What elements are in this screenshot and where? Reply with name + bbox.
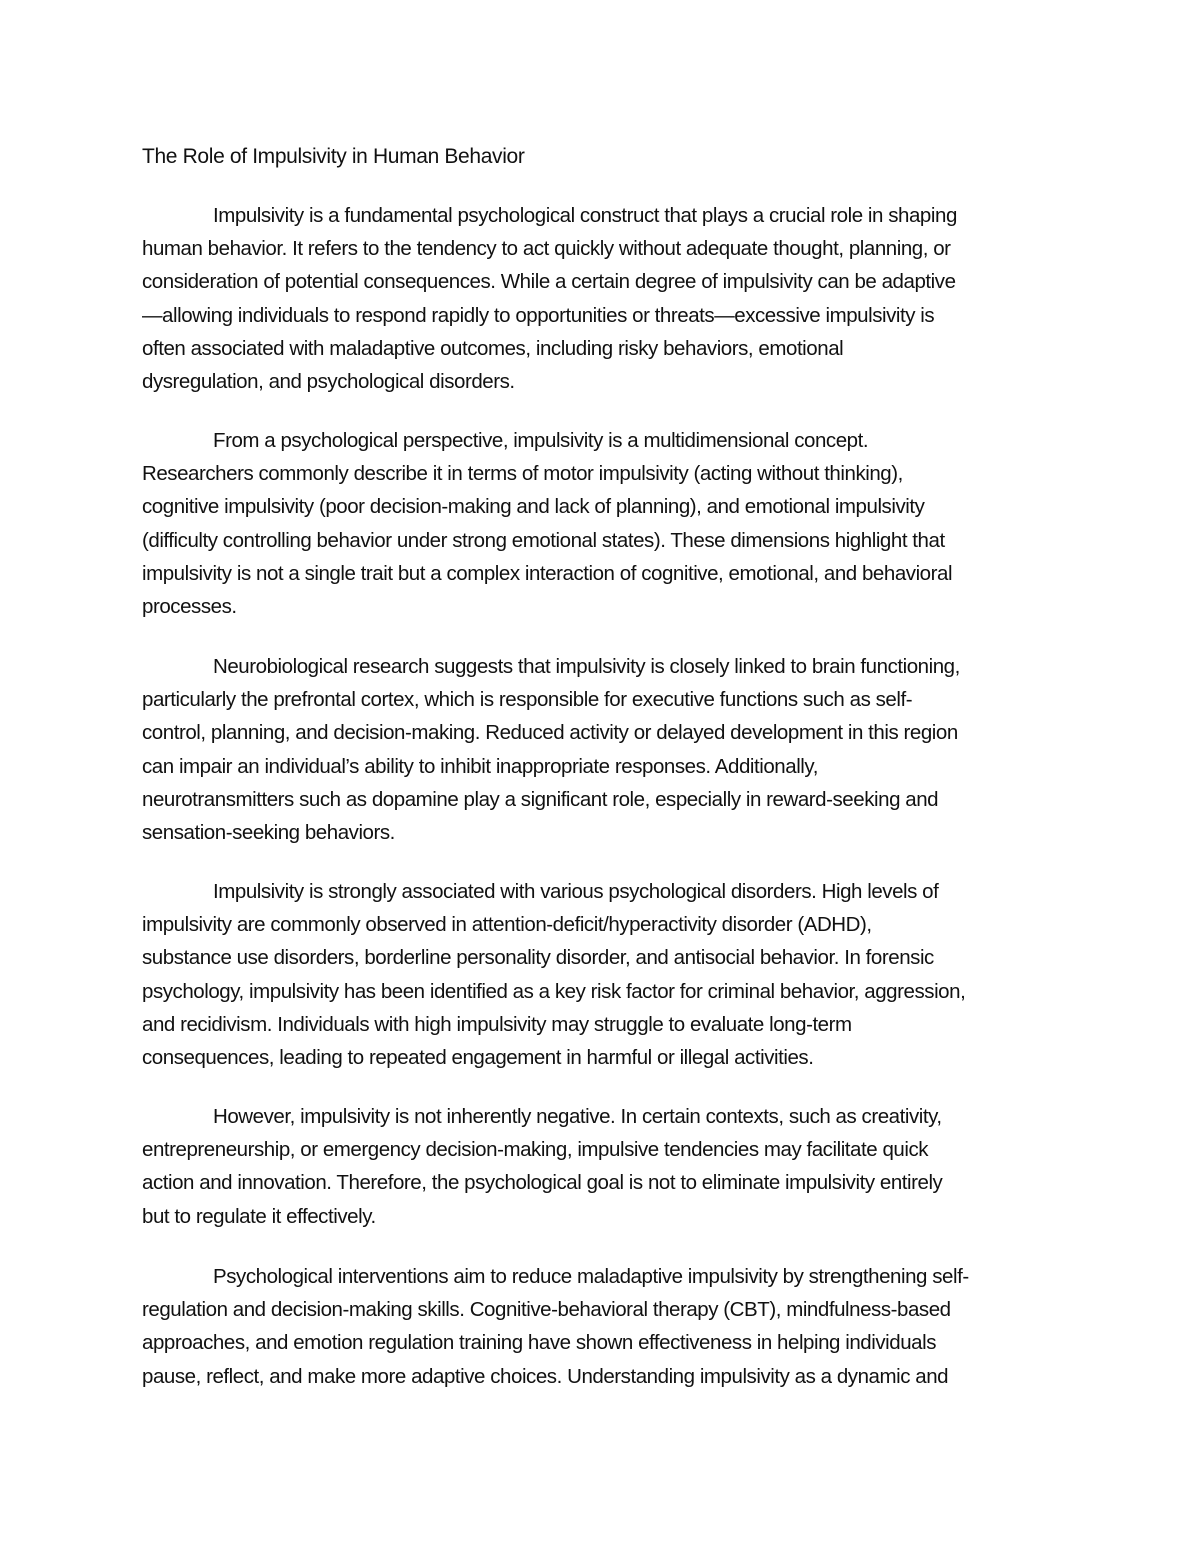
paragraph-line: Impulsivity is a fundamental psychological construct that plays a crucial role in shaping (213, 204, 957, 227)
paragraph-line: psychology, impulsivity has been identified as a key risk factor for criminal behavior, aggression, (142, 979, 966, 1003)
paragraph-line: can impair an individual’s ability to inhibit inappropriate responses. Additionally, (142, 754, 818, 778)
paragraph-line: and recidivism. Individuals with high impulsivity may struggle to evaluate long-term (142, 1012, 852, 1036)
paragraph-line: —allowing individuals to respond rapidly to opportunities or threats—excessive impulsivity is (142, 303, 935, 327)
paragraph-6 (142, 1260, 1058, 1393)
paragraph-5 (142, 1100, 1058, 1233)
paragraph-line: From a psychological perspective, impulsivity is a multidimensional concept. (213, 429, 869, 452)
paragraph-line: control, planning, and decision-making. Reduced activity or delayed development in this region (142, 721, 958, 745)
paragraph-line: dysregulation, and psychological disorders. (142, 369, 515, 393)
paragraph-line: However, impulsivity is not inherently negative. In certain contexts, such as creativity, (213, 1105, 942, 1128)
paragraph-line: Impulsivity is strongly associated with various psychological disorders. High levels of (213, 880, 939, 903)
paragraph-line: sensation-seeking behaviors. (142, 820, 395, 844)
paragraph-line: action and innovation. Therefore, the psychological goal is not to eliminate impulsivity entirely (142, 1171, 943, 1195)
paragraph-line: Neurobiological research suggests that impulsivity is closely linked to brain functioning, (213, 655, 960, 678)
paragraph-line: Psychological interventions aim to reduce maladaptive impulsivity by strengthening self- (213, 1265, 969, 1288)
paragraph-3 (142, 650, 1058, 849)
paragraph-line: but to regulate it effectively. (142, 1204, 376, 1228)
paragraph-line: pause, reflect, and make more adaptive choices. Understanding impulsivity as a dynamic and (142, 1364, 949, 1388)
paragraph-2 (142, 424, 1058, 623)
paragraph-line: approaches, and emotion regulation training have shown effectiveness in helping individuals (142, 1331, 937, 1355)
paragraph-line: impulsivity is not a single trait but a complex interaction of cognitive, emotional, and behavioral (142, 561, 953, 585)
paragraph-line: particularly the prefrontal cortex, which is responsible for executive functions such as self- (142, 688, 913, 712)
paragraph-line: processes. (142, 594, 237, 618)
paragraph-line: consideration of potential consequences. While a certain degree of impulsivity can be adaptive (142, 270, 956, 294)
paragraph-line: often associated with maladaptive outcomes, including risky behaviors, emotional (142, 336, 844, 360)
paragraph-line: substance use disorders, borderline personality disorder, and antisocial behavior. In forensic (142, 946, 934, 970)
paragraph-line: (difficulty controlling behavior under strong emotional states). These dimensions highlight that (142, 528, 945, 552)
page-title: The Role of Impulsivity in Human Behavior (142, 145, 525, 168)
paragraph-4 (142, 875, 1058, 1074)
paragraph-line: consequences, leading to repeated engagement in harmful or illegal activities. (142, 1045, 814, 1069)
paragraph-line: entrepreneurship, or emergency decision-making, impulsive tendencies may facilitate quick (142, 1138, 929, 1162)
paragraph-line: cognitive impulsivity (poor decision-making and lack of planning), and emotional impulsivity (142, 495, 925, 519)
paragraph-line: impulsivity are commonly observed in attention-deficit/hyperactivity disorder (ADHD), (142, 913, 872, 937)
paragraph-1 (142, 199, 1058, 398)
paragraph-line: human behavior. It refers to the tendency to act quickly without adequate thought, planning, or (142, 237, 951, 261)
paragraph-line: regulation and decision-making skills. Cognitive-behavioral therapy (CBT), mindfulness-based (142, 1298, 951, 1322)
paragraph-line: neurotransmitters such as dopamine play a significant role, especially in reward-seeking and (142, 787, 939, 811)
paragraph-line: Researchers commonly describe it in terms of motor impulsivity (acting without thinking), (142, 462, 903, 486)
